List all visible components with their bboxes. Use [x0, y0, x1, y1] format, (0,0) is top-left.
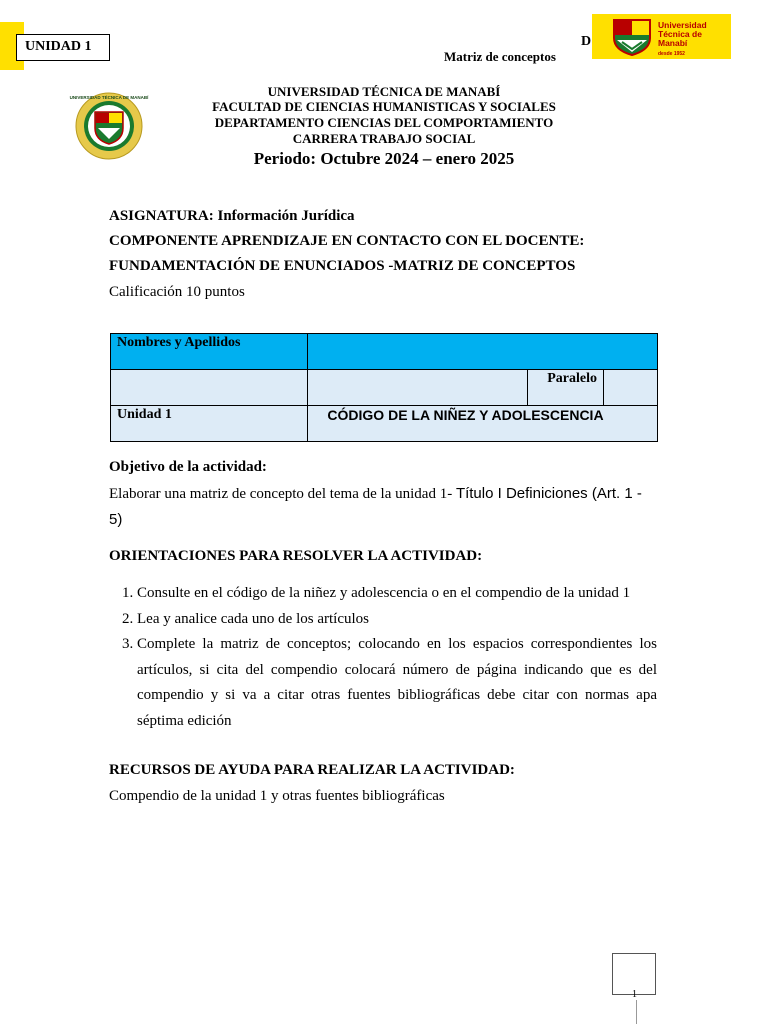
- unit-value-cell: CÓDIGO DE LA NIÑEZ Y ADOLESCENCIA: [308, 406, 658, 442]
- objective-heading: Objetivo de la actividad:: [109, 459, 267, 475]
- list-item: 2. Lea y analice cada uno de los artículos: [137, 607, 657, 633]
- list-item: 1. Consulte en el código de la niñez y adolescencia o en el compendio de la unidad 1: [137, 581, 657, 607]
- banner-logo-text: Universidad Técnica de Manabí: [658, 20, 707, 48]
- seal-text: UNIVERSIDAD TÉCNICA DE MANABÍ: [69, 95, 149, 100]
- header-cut-text: D: [581, 34, 592, 49]
- empty-cell[interactable]: [308, 370, 528, 406]
- subject-line: ASIGNATURA: Información Jurídica: [109, 208, 355, 224]
- guidelines-heading: ORIENTACIONES PARA RESOLVER LA ACTIVIDAD:: [109, 548, 483, 564]
- faculty-name: FACULTAD DE CIENCIAS HUMANISTICAS Y SOCIALES: [212, 99, 556, 114]
- objective-text-part: Elaborar una matriz de concepto del tema de la unidad 1-: [109, 486, 456, 502]
- paralelo-cell: [528, 370, 658, 406]
- academic-period: Periodo: Octubre 2024 – enero 2025: [253, 149, 515, 168]
- resources-heading: RECURSOS DE AYUDA PARA REALIZAR LA ACTIVIDAD:: [109, 762, 515, 778]
- guidelines-list: [109, 581, 657, 734]
- department-name: DEPARTAMENTO CIENCIAS DEL COMPORTAMIENTO: [214, 115, 554, 130]
- university-banner-logo: [592, 14, 731, 59]
- paralelo-label: Paralelo: [528, 370, 604, 405]
- unit-label-cell: Unidad 1: [111, 406, 308, 442]
- paralelo-value[interactable]: [604, 370, 657, 405]
- page-divider: [636, 1000, 637, 1024]
- unit-label-box: UNIDAD 1: [16, 34, 110, 61]
- resources-text: Compendio de la unidad 1 y otras fuentes bibliográficas: [109, 788, 445, 804]
- topic-line: FUNDAMENTACIÓN DE ENUNCIADOS -MATRIZ DE CONCEPTOS: [109, 258, 576, 274]
- grade-line: Calificación 10 puntos: [109, 284, 245, 300]
- document-title: Matriz de conceptos: [444, 49, 556, 64]
- student-info-table: [110, 333, 658, 442]
- names-label-cell: Nombres y Apellidos: [111, 334, 308, 370]
- empty-cell[interactable]: [111, 370, 308, 406]
- university-name: UNIVERSIDAD TÉCNICA DE MANABÍ: [267, 84, 501, 99]
- career-name: CARRERA TRABAJO SOCIAL: [292, 131, 476, 146]
- objective-text: [109, 481, 657, 533]
- names-value-cell[interactable]: [308, 334, 658, 370]
- banner-logo-since: desde 1952: [658, 51, 685, 57]
- shield-icon: [612, 18, 652, 56]
- page-number: 1: [632, 989, 637, 1000]
- list-item: 3. Complete la matriz de conceptos; colocando en los espacios correspondientes los artículos, si cita del compendio colocará número de página indicando que es del compendio y si va a citar otras fuentes bibliográficas debe citar con normas apa séptima edición: [137, 632, 657, 734]
- component-line: COMPONENTE APRENDIZAJE EN CONTACTO CON EL DOCENTE:: [109, 233, 585, 249]
- objective-text-sans: Título I Definiciones (Art. 1 - 5): [109, 485, 642, 528]
